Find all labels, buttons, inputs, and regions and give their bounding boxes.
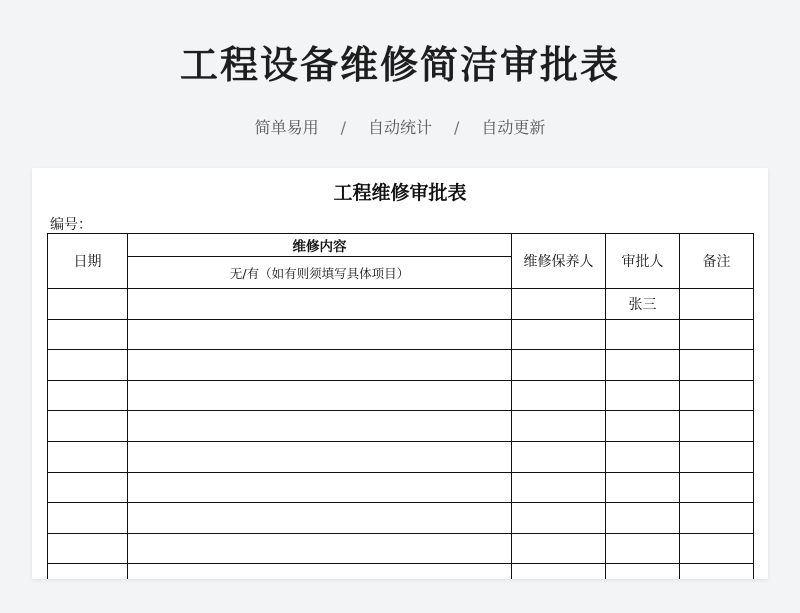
cell-approver[interactable] <box>606 319 680 350</box>
cell-date[interactable] <box>48 411 128 442</box>
header-content: 维修内容 <box>128 234 512 257</box>
cell-approver[interactable] <box>606 441 680 472</box>
serial-number-label: 编号： <box>50 217 92 233</box>
cell-date[interactable] <box>48 564 128 579</box>
cell-date[interactable] <box>48 533 128 564</box>
table-row <box>48 319 754 350</box>
cell-maintainer[interactable] <box>512 350 606 381</box>
header-approver: 审批人 <box>606 234 680 289</box>
feature-tag: 自动更新 <box>481 118 546 137</box>
table-row <box>48 289 754 320</box>
table-row <box>48 411 754 442</box>
cell-content[interactable] <box>128 441 512 472</box>
cell-approver[interactable] <box>606 503 680 534</box>
cell-date[interactable] <box>48 441 128 472</box>
cell-date[interactable] <box>48 503 128 534</box>
page-title: 工程设备维修简洁审批表 <box>179 43 620 87</box>
cell-approver[interactable] <box>606 380 680 411</box>
cell-approver[interactable] <box>606 472 680 503</box>
feature-tag: 自动统计 <box>367 118 432 137</box>
table-row <box>48 441 754 472</box>
cell-content[interactable] <box>128 472 512 503</box>
table-row <box>48 503 754 534</box>
cell-maintainer[interactable] <box>512 503 606 534</box>
header-maintainer: 维修保养人 <box>512 234 606 289</box>
cell-remark[interactable] <box>680 503 754 534</box>
cell-remark[interactable] <box>680 533 754 564</box>
approval-table <box>47 233 754 579</box>
header-content-note: 无/有（如有则须填写具体项目） <box>128 257 512 289</box>
cell-content[interactable] <box>128 289 512 320</box>
header-date: 日期 <box>48 234 128 289</box>
cell-remark[interactable] <box>680 472 754 503</box>
cell-maintainer[interactable] <box>512 533 606 564</box>
header-remark: 备注 <box>680 234 754 289</box>
cell-remark[interactable] <box>680 564 754 579</box>
form-sheet <box>32 168 768 579</box>
cell-maintainer[interactable] <box>512 319 606 350</box>
cell-remark[interactable] <box>680 289 754 320</box>
cell-remark[interactable] <box>680 319 754 350</box>
cell-date[interactable] <box>48 472 128 503</box>
cell-date[interactable] <box>48 289 128 320</box>
cell-approver[interactable] <box>606 564 680 579</box>
cell-content[interactable] <box>128 380 512 411</box>
table-header-row <box>48 234 754 257</box>
cell-content[interactable] <box>128 411 512 442</box>
cell-maintainer[interactable] <box>512 380 606 411</box>
cell-remark[interactable] <box>680 441 754 472</box>
cell-maintainer[interactable] <box>512 564 606 579</box>
cell-date[interactable] <box>48 350 128 381</box>
cell-content[interactable] <box>128 350 512 381</box>
table-row <box>48 350 754 381</box>
cell-approver[interactable] <box>606 533 680 564</box>
tag-separator: / <box>454 118 460 137</box>
table-row <box>48 564 754 579</box>
cell-approver[interactable] <box>606 411 680 442</box>
cell-content[interactable] <box>128 564 512 579</box>
cell-maintainer[interactable] <box>512 441 606 472</box>
table-row <box>48 533 754 564</box>
table-row <box>48 380 754 411</box>
cell-remark[interactable] <box>680 411 754 442</box>
cell-maintainer[interactable] <box>512 289 606 320</box>
tag-separator: / <box>340 118 346 137</box>
cell-maintainer[interactable] <box>512 472 606 503</box>
cell-maintainer[interactable] <box>512 411 606 442</box>
cell-approver[interactable] <box>606 350 680 381</box>
cell-remark[interactable] <box>680 380 754 411</box>
cell-remark[interactable] <box>680 350 754 381</box>
cell-date[interactable] <box>48 319 128 350</box>
table-row <box>48 472 754 503</box>
feature-tag: 简单易用 <box>254 118 319 137</box>
cell-approver[interactable]: 张三 <box>606 289 680 320</box>
sheet-title: 工程维修审批表 <box>333 182 467 204</box>
cell-content[interactable] <box>128 319 512 350</box>
feature-tags <box>0 115 800 138</box>
cell-content[interactable] <box>128 503 512 534</box>
cell-content[interactable] <box>128 533 512 564</box>
cell-date[interactable] <box>48 380 128 411</box>
